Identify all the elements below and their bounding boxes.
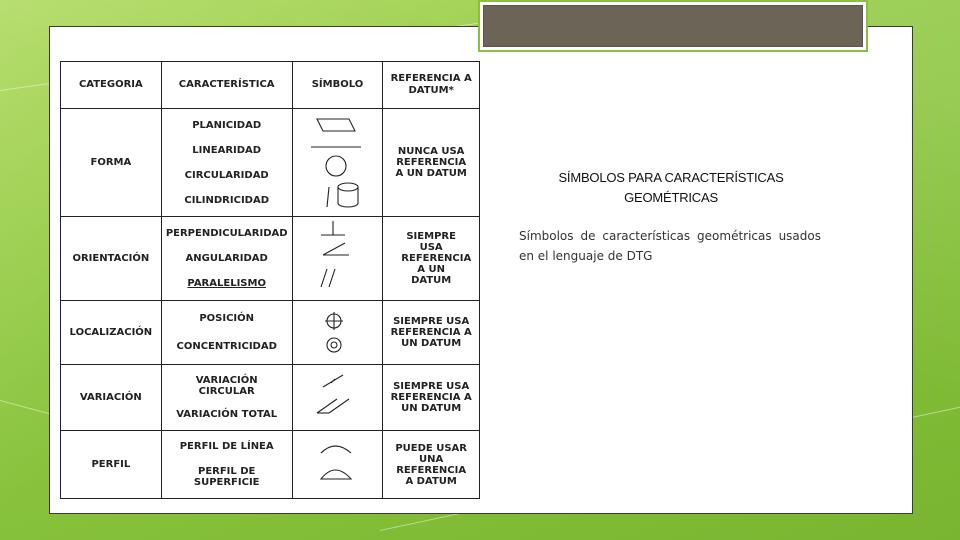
characteristic-label: PERFIL DE SUPERFICIE [193, 465, 260, 488]
characteristic-label: PLANICIDAD [192, 119, 262, 131]
symbols-cell [292, 301, 383, 365]
characteristic-label: POSICIÓN [199, 313, 255, 324]
cylindricity-icon [327, 183, 358, 207]
characteristic-label: CILINDRICIDAD [184, 194, 270, 206]
header-characteristic: CARACTERÍSTICA [161, 62, 292, 109]
characteristics-cell [161, 217, 292, 301]
characteristic-label: VARIACIÓN CIRCULAR [195, 374, 258, 397]
characteristic-label: VARIACIÓN TOTAL [176, 409, 278, 421]
datum-reference-cell: SIEMPRE USA REFERENCIA A UN DATUM [383, 217, 480, 301]
slide-heading: SÍMBOLOS PARA CARACTERÍSTICAS GEOMÉTRICAS [558, 170, 784, 205]
table-row [61, 301, 480, 365]
characteristics-cell [161, 431, 292, 499]
header-category: CATEGORIA [61, 62, 162, 109]
table-row [61, 109, 480, 217]
characteristics-cell [161, 301, 292, 365]
perpendicularity-icon [321, 221, 345, 235]
parallelism-icon [321, 269, 335, 287]
photo-placeholder [483, 5, 863, 47]
characteristic-label: PERPENDICULARIDAD [165, 227, 288, 239]
total-runout-icon [317, 399, 349, 413]
profile-surface-icon [321, 470, 351, 479]
characteristic-label: PARALELISMO [187, 278, 266, 290]
circularity-icon [326, 156, 346, 176]
flatness-icon [317, 119, 355, 131]
category-cell: VARIACIÓN [61, 365, 162, 431]
gdt-symbols-table [60, 61, 480, 499]
position-icon [325, 312, 343, 330]
circular-runout-icon [323, 375, 343, 387]
symbols-cell [292, 109, 383, 217]
slide-description: Símbolos de características geométricas usados en el lenguaje de DTG [519, 229, 821, 263]
characteristics-cell [161, 365, 292, 431]
category-cell: FORMA [61, 109, 162, 217]
category-cell: LOCALIZACIÓN [61, 301, 162, 365]
characteristic-label: CIRCULARIDAD [184, 169, 269, 181]
characteristic-label: PERFIL DE LÍNEA [179, 441, 274, 453]
symbols-cell [292, 217, 383, 301]
angularity-icon [323, 243, 349, 255]
characteristic-label: LINEARIDAD [192, 144, 262, 156]
table-row [61, 217, 480, 301]
table-row [61, 431, 480, 499]
symbols-cell [292, 431, 383, 499]
header-symbol: SÍMBOLO [292, 62, 383, 109]
datum-reference-cell: SIEMPRE USA REFERENCIA A UN DATUM [383, 301, 480, 365]
characteristic-label: ANGULARIDAD [185, 252, 268, 264]
header-datum-reference: REFERENCIA A DATUM* [383, 62, 480, 109]
datum-reference-cell: PUEDE USAR UNA REFERENCIA A DATUM [383, 431, 480, 499]
table-row [61, 365, 480, 431]
symbols-cell [292, 365, 383, 431]
table-header-row [61, 62, 480, 109]
photo-placeholder-frame [478, 0, 868, 52]
category-cell: ORIENTACIÓN [61, 217, 162, 301]
concentricity-icon [327, 338, 341, 352]
profile-line-icon [321, 446, 351, 453]
characteristics-cell [161, 109, 292, 217]
category-cell: PERFIL [61, 431, 162, 499]
datum-reference-cell: SIEMPRE USA REFERENCIA A UN DATUM [383, 365, 480, 431]
characteristic-label: CONCENTRICIDAD [176, 341, 277, 352]
datum-reference-cell: NUNCA USA REFERENCIA A UN DATUM [383, 109, 480, 217]
